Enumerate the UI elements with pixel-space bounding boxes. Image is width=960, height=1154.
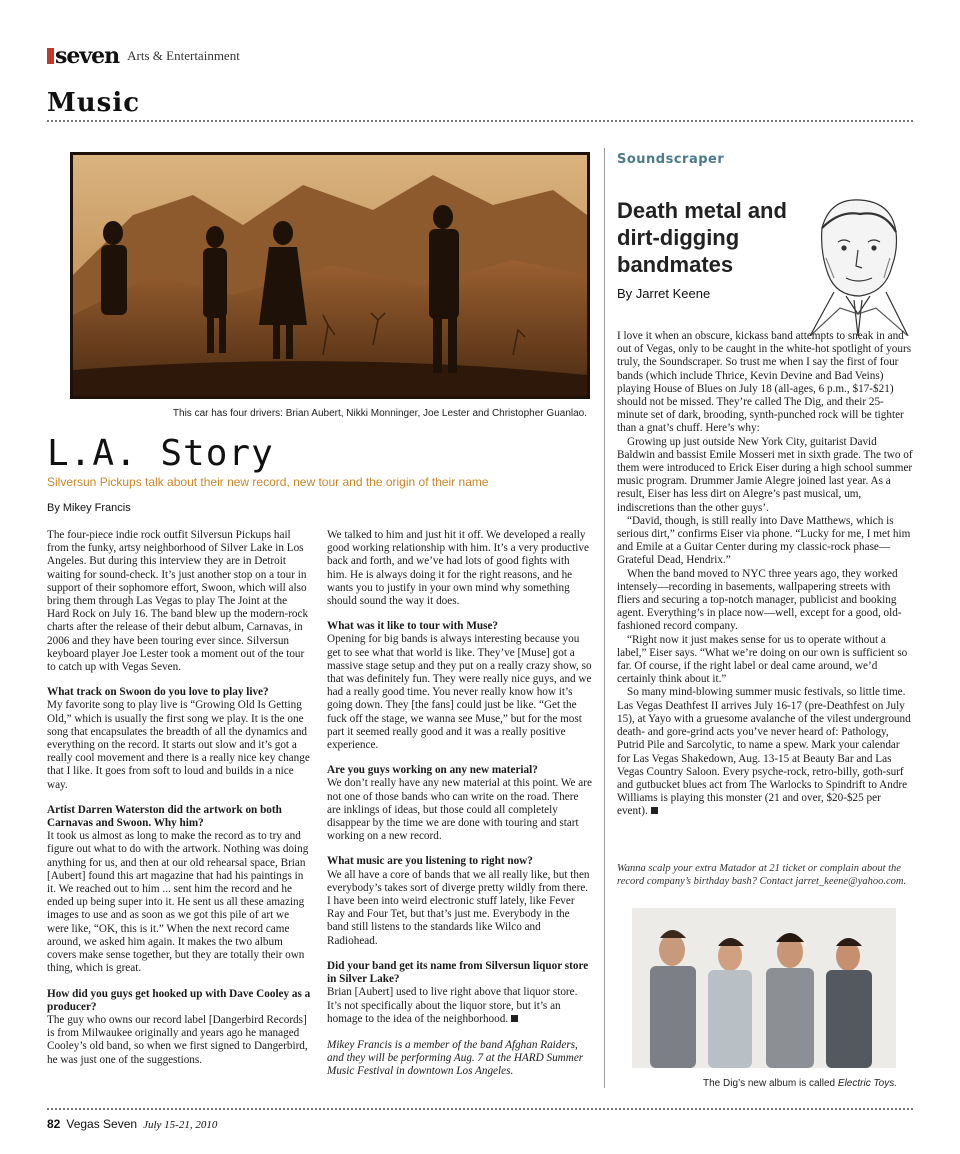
bottom-dotted-rule (47, 1108, 913, 1110)
sidebar-final-text: So many mind-blowing summer music festivals, so little time. Las Vegas Deathfest II arrives July 16-17 (pre-Deathfest on July 15), at Yayo with a gruesome avalanche of the vilest underground death- and gore-grind acts you’ve never heard of: Pathology, Putrid Pile and Sarcolytic, to name a spew. Mark your calendar for Las Vegas Shakedown, Aug. 13-15 at Beauty Bar and Las Vegas Country Saloon. Every psyche-rock, retro-billy, goth-surf and gutbucket blues act from The Warlocks to Spindrift to Andre Williams is playing this monster (21 and over, $20-$25 per event). (617, 686, 911, 818)
sidebar-paragraph: “David, though, is still really into Dave Matthews, which is serious dirt,” confirms Eiser via phone. “Lucky for me, I met him and Emile at a Guitar Center during my classic-rock phase—Grateful Dead, Hendrix.” (617, 514, 911, 567)
article-column-2 (327, 529, 592, 1079)
masthead (47, 43, 240, 69)
sidebar-label: Soundscraper (617, 152, 725, 167)
interview-question: What music are you listening to right now? (327, 855, 533, 868)
issue-date: July 15-21, 2010 (143, 1119, 218, 1131)
sidebar-contact-note: Wanna scalp your extra Matador at 21 ticket or complain about the record company’s birthday bash? Contact jarret_keene@yahoo.com. (617, 863, 907, 887)
article-paragraph: We all have a core of bands that we all really like, but then everybody’s takes sort of diverge pretty wildly from there. I have been into weird electronic stuff lately, like Fever Ray and Four Tet, but that’s just me. Everybody in the band still listens to the standards like Wilco and Radiohead. (327, 868, 590, 947)
page-folio (47, 1117, 217, 1131)
article-byline: By Mikey Francis (47, 502, 131, 514)
band-photo (632, 908, 896, 1068)
page-number: 82 (47, 1117, 61, 1131)
article-paragraph: The four-piece indie rock outfit Silversun Pickups hail from the funky, artsy neighborhood of Silver Lake in Los Angeles. But during this interview they are in Detroit waiting for sound-check. It’s just another stop on a tour in support of their sophomore effort, Swoon, which will also bring them through Las Vegas to play The Joint at the Hard Rock on July 16. The band blew up the modern-rock charts after the release of their debut album, Carnavas, in 2006 and they have been touring ever since. Silversun keyboard player Joe Lester took a moment out of the tour to catch up with Vegas Seven. (47, 529, 309, 674)
top-dotted-rule (47, 120, 913, 122)
section-name: Arts & Entertainment (127, 48, 240, 63)
sidebar-paragraph: Growing up just outside New York City, guitarist David Baldwin and bassist Emile Mosseri met in sixth grade. The two of them were introduced to Erick Eiser during a high school summer music program. Drummer Jamie Alegre joined last year. As a result, Eiser has less dirt on Alegre’s past musical, um, indiscretions than the other guys’. (617, 435, 913, 514)
column-divider (604, 148, 605, 1088)
article-final-text: Brian [Aubert] used to live right above that liquor store. It’s not specifically about the liquor store, but it’s an homage to the idea of the neighborhood. (327, 986, 578, 1025)
album-title: Electric Toys. (837, 1078, 897, 1089)
article-paragraph (327, 986, 592, 1026)
interview-question: How did you guys get hooked up with Dave Cooley as a producer? (47, 987, 311, 1013)
brand-mark (47, 48, 54, 64)
main-photo-caption: This car has four drivers: Brian Aubert, Nikki Monninger, Joe Lester and Christopher Guanlao. (172, 408, 587, 419)
band-caption-text: The Dig’s new album is called (703, 1078, 838, 1089)
interview-question: Did your band get its name from Silversun liquor store in Silver Lake? (327, 959, 589, 986)
interview-question: What was it like to tour with Muse? (327, 620, 499, 633)
sidebar-paragraph: “Right now it just makes sense for us to operate without a label,” Eiser says. “What we’re doing on our own is sufficient so far. Of course, if the right label or deal came around, we’d certainly think about it.” (617, 633, 908, 686)
sidebar-paragraph: I love it when an obscure, kickass band attempts to sneak in and out of Vegas, only to be caught in the white-hot spotlight of yours truly, the Soundscraper. So trust me when I say the first of four bands (which include Thrice, Kevin Devine and Bad Veins) playing House of Blues on July 18 (all-ages, 6 p.m., $17-$21) should not be missed. They’re called The Dig, and their 25-minute set of dark, brooding, synth-punched rock will be tighter than a gnat’s chuff. Here’s why: (617, 330, 912, 435)
interview-question: Are you guys working on any new material? (327, 764, 538, 777)
brand-logo: seven (55, 43, 120, 69)
main-photo (70, 152, 590, 399)
interview-question: Artist Darren Waterston did the artwork on both Carnavas and Swoon. Why him? (47, 803, 282, 830)
author-sketch-portrait (800, 188, 912, 336)
band-photo-caption (617, 1078, 897, 1089)
article-headline: L.A. Story (47, 433, 274, 474)
article-paragraph: My favorite song to play live is “Growing Old Is Getting Old,” which is usually the first song we play. It is the one song that encapsulates the breadth of all the dynamics and everything on the record. It starts out slow and it’s got a really cool movement and there is a really nice key change that I like. It goes from soft to loud and builds in a nice way. (47, 699, 310, 791)
article-column-1 (47, 529, 312, 1067)
sidebar-headline: Death metal and dirt-digging bandmates (617, 198, 787, 277)
article-paragraph: We talked to him and just hit it off. We developed a really good working relationship with him. It’s a very productive back and forth, and we’ve had lots of good fights with him. He is always doing it for the right reasons, and he wants you to justify in your own mind why something should sound the way it does. (327, 529, 589, 608)
article-paragraph: It took us almost as long to make the record as to try and figure out what to do with the artwork. Nothing was doing anything for us, and then at our old rehearsal space, Brian [Aubert] found this art magazine that had his paintings in it. We reached out to him ... sent him the record and he ended up being super into it. He sent us all these amazing images to use and as soon as we got this pile of art we were like, “OK, this is it.” When the next record came around, we asked him again. It makes the two album covers make sense together, but they are totally their own thing, which is great. (47, 830, 309, 975)
interview-question: What track on Swoon do you love to play live? (47, 686, 269, 699)
end-mark-icon (651, 807, 658, 814)
article-paragraph: Opening for big bands is always interesting because you get to see what that world is like. They’ve [Muse] got a massive stage setup and they put on a really crazy show, so that was definitely fun. They were really nice guys, and we had a really good time. You never really know how it’s going down. They [the fans] could just be like. “Get the fuck off the stage, we wanna see Muse,” but for the most part it seemed really good and it was a really positive experience. (327, 633, 592, 752)
sidebar-paragraph: When the band moved to NYC three years ago, they worked intensely—recording in basements, wallpapering streets with fliers and securing a top-notch manager, publicist and booking agent. Everything’s in place now—well, except for a good, old-fashioned record company. (617, 567, 902, 633)
sidebar-byline: By Jarret Keene (617, 286, 711, 301)
sidebar-paragraph (617, 686, 913, 818)
end-mark-icon (511, 1015, 518, 1022)
article-paragraph: The guy who owns our record label [Dangerbird Records] is from Milwaukee originally and years ago he managed Cooley’s old band, so when we first signed to Dangerbird, he was just one of the suggestions. (47, 1013, 308, 1066)
author-bio-note: Mikey Francis is a member of the band Afghan Raiders, and they will be performing Aug. 7 at the HARD Summer Music Festival in downtown Los Angeles. (327, 1038, 584, 1078)
publication-name: Vegas Seven (66, 1117, 138, 1131)
section-title: Music (47, 88, 141, 118)
sidebar-column (617, 330, 913, 819)
article-paragraph: We don’t really have any new material at this point. We are not one of those bands who can write on the road. There are inklings of ideas, but those could all completely disappear by the time we are done with touring and start working on a new record. (327, 777, 592, 843)
article-deck: Silversun Pickups talk about their new record, new tour and the origin of their name (47, 475, 489, 489)
